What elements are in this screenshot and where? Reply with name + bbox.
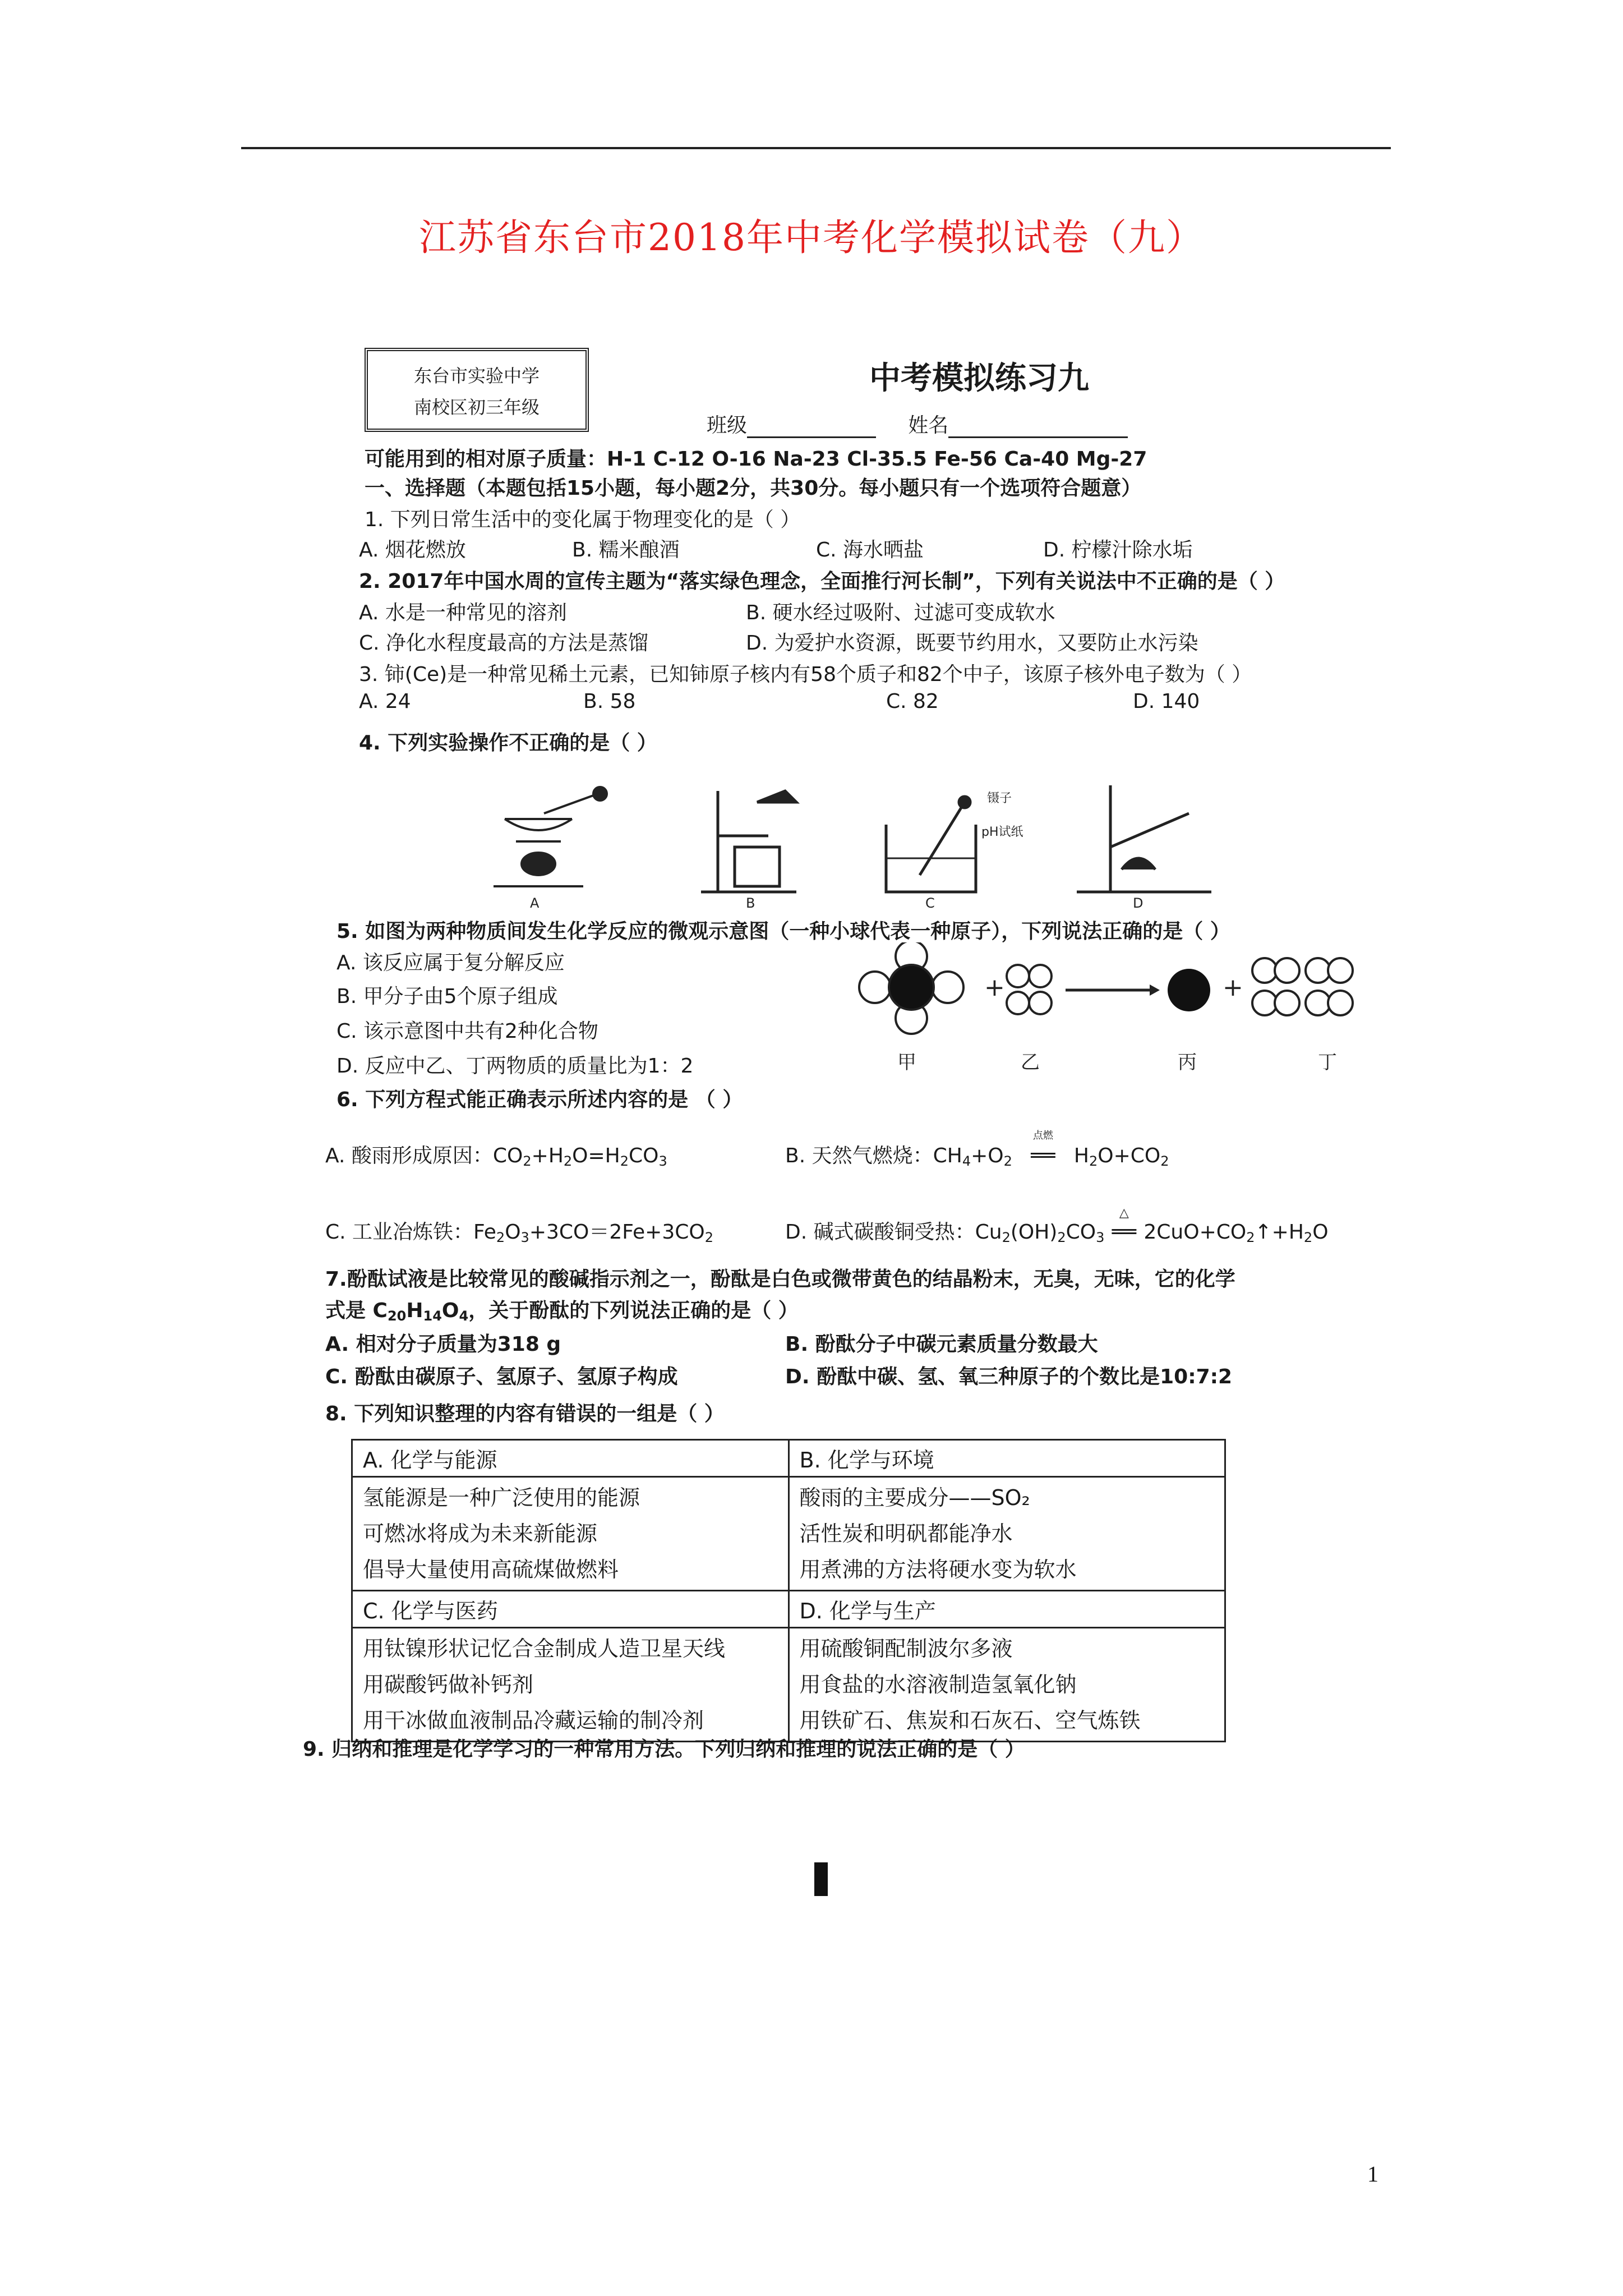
figure-d-label: D <box>1133 895 1144 909</box>
table-head-c: C. 化学与医药 <box>352 1591 789 1628</box>
q1-option-d: D. 柠檬汁除水垢 <box>1043 539 1193 562</box>
q7-stem-line1: 7.酚酞试液是比较常见的酸碱指示剂之一，酚酞是白色或微带黄色的结晶粉末，无臭，无味，它的化学 <box>325 1268 1235 1291</box>
label-jia: 甲 <box>897 1051 916 1074</box>
q6-option-d: D. 碱式碳酸铜受热：$Cu_2(OH)_2CO_3$ △ ══ $2CuO+CO_2↑+H_2O$ <box>785 1206 1329 1245</box>
figure-c-label: C <box>925 895 935 909</box>
q2-option-b: B. 硬水经过吸附、过滤可变成软水 <box>746 601 1055 624</box>
q2-stem: 2. 2017年中国水周的宣传主题为“落实绿色理念，全面推行河长制”，下列有关说法中不正确的是（ ） <box>359 570 1285 593</box>
label-bing: 丙 <box>1178 1051 1197 1074</box>
q6-d-condition: △ <box>1119 1206 1129 1220</box>
school-grade: 南校区初三年级 <box>413 397 540 418</box>
table-body-a: 氢能源是一种广泛使用的能源 可燃冰将成为未来新能源 倡导大量使用高硫煤做燃料 <box>352 1477 789 1591</box>
q3-option-c: C. 82 <box>886 690 939 713</box>
q2-option-d: D. 为爱护水资源，既要节约用水，又要防止水污染 <box>746 632 1198 655</box>
q6-option-b: B. 天然气燃烧：$CH_4+O_2$ 点燃 ══ $H_2O+CO_2$ <box>785 1140 1169 1169</box>
school-name: 东台市实验中学 <box>413 365 540 386</box>
figure-d-heating <box>1077 785 1211 892</box>
q3-option-a: A. 24 <box>359 690 411 713</box>
q2-option-c: C. 净化水程度最高的方法是蒸馏 <box>359 632 649 655</box>
section1-header: 一、选择题（本题包括15小题，每小题2分，共30分。每小题只有一个选项符合题意） <box>365 477 1142 500</box>
school-stamp-box <box>365 348 589 432</box>
q3-stem: 3. 铈(Ce)是一种常见稀土元素，已知铈原子核内有58个质子和82个中子，该原子核外电子数为（ ） <box>359 663 1252 686</box>
q6-b-condition: 点燃 <box>1032 1130 1053 1142</box>
q6-option-c-label: C. 工业冶炼铁： <box>325 1221 474 1244</box>
svg-text:+: + <box>1223 973 1243 1002</box>
scan-marker <box>814 1862 828 1896</box>
q5-stem: 5. 如图为两种物质间发生化学反应的微观示意图（一种小球代表一种原子），下列说法正确的是（ ） <box>336 920 1230 943</box>
name-label: 姓名 <box>908 414 949 437</box>
q1-option-c: C. 海水晒盐 <box>816 539 924 562</box>
q7-option-a: A. 相对分子质量为318 g <box>325 1333 561 1356</box>
q5-reaction-diagram <box>852 942 1413 1083</box>
q5-option-d: D. 反应中乙、丁两物质的质量比为1：2 <box>336 1055 694 1078</box>
q6-option-c: C. 工业冶炼铁：$Fe_2O_3+3CO=2Fe+3CO_2$ <box>325 1221 713 1245</box>
q5-option-c: C. 该示意图中共有2种化合物 <box>336 1020 598 1043</box>
table-body-b: 酸雨的主要成分——SO₂ 活性炭和明矾都能净水 用煮沸的方法将硬水变为软水 <box>789 1477 1225 1591</box>
svg-text:+: + <box>984 973 1005 1002</box>
figure-c-label-tweezers: 镊子 <box>987 792 1012 806</box>
q3-option-d: D. 140 <box>1133 690 1200 713</box>
table-head-a: A. 化学与能源 <box>352 1440 789 1477</box>
document-title: 江苏省东台市2018年中考化学模拟试卷（九） <box>419 216 1204 259</box>
figure-b-label: B <box>746 895 755 909</box>
q7-stem-line2: 式是 $C_{20}H_{14}O_4$，关于酚酞的下列说法正确的是（ ） <box>325 1299 799 1324</box>
q6-option-b-label: B. 天然气燃烧： <box>785 1144 933 1167</box>
q1-option-a: A. 烟花燃放 <box>359 539 466 562</box>
student-info-row <box>707 409 1128 438</box>
molecule-jia-h3 <box>932 972 963 1003</box>
table-head-d: D. 化学与生产 <box>789 1591 1225 1628</box>
molecule-jia-h2 <box>859 972 891 1003</box>
q6-option-a: A. 酸雨形成原因：$CO_2+H_2O=H_2CO_3$ <box>325 1144 667 1169</box>
figure-c-ph-test <box>886 797 976 892</box>
molecule-jia-center <box>889 965 934 1010</box>
molecules-ding <box>1252 958 1353 1015</box>
q8-stem: 8. 下列知识整理的内容有错误的一组是（ ） <box>325 1402 725 1425</box>
q6-option-a-label: A. 酸雨形成原因： <box>325 1144 493 1167</box>
atomic-masses: 可能用到的相对原子质量：H-1 C-12 O-16 Na-23 Cl-35.5 Fe-56 Ca-40 Mg-27 <box>365 448 1147 471</box>
label-ding: 丁 <box>1318 1051 1337 1074</box>
scanned-exam-page <box>303 325 1413 1784</box>
q1-stem: 1. 下列日常生活中的变化属于物理变化的是（ ） <box>365 508 801 531</box>
q7-option-c: C. 酚酞由碳原子、氢原子、氢原子构成 <box>325 1365 678 1388</box>
q7-option-d: D. 酚酞中碳、氢、氧三种原子的个数比是10:7:2 <box>785 1365 1233 1388</box>
q9-stem: 9. 归纳和推理是化学学习的一种常用方法。下列归纳和推理的说法正确的是（ ） <box>303 1738 1025 1761</box>
q6-option-d-label: D. 碱式碳酸铜受热： <box>785 1221 975 1244</box>
q4-stem: 4. 下列实验操作不正确的是（ ） <box>359 731 657 754</box>
table-head-b: B. 化学与环境 <box>789 1440 1225 1477</box>
page-number: 1 <box>1367 2161 1378 2187</box>
name-blank[interactable] <box>948 436 1128 438</box>
q6-stem: 6. 下列方程式能正确表示所述内容的是 （ ） <box>336 1088 743 1111</box>
q1-option-b: B. 糯米酿酒 <box>572 539 680 562</box>
table-body-d: 用硫酸铜配制波尔多液 用食盐的水溶液制造氢氧化钠 用铁矿石、焦炭和石灰石、空气炼铁 <box>789 1628 1225 1742</box>
figure-b-filtration <box>701 791 796 892</box>
class-label: 班级 <box>707 414 748 437</box>
figure-a-evaporation <box>494 787 607 886</box>
q4-apparatus-figures <box>482 780 1267 909</box>
table-body-c: 用钛镍形状记忆合金制成人造卫星天线 用碳酸钙做补钙剂 用干冰做血液制品冷藏运输的制冷剂 <box>352 1628 789 1742</box>
label-yi: 乙 <box>1021 1051 1040 1074</box>
header-rule <box>241 147 1391 149</box>
q5-option-b: B. 甲分子由5个原子组成 <box>336 985 558 1008</box>
q2-option-a: A. 水是一种常见的溶剂 <box>359 601 567 624</box>
figure-c-label-ph-paper: pH试纸 <box>981 825 1023 839</box>
paper-title: 中考模拟练习九 <box>869 360 1089 397</box>
figure-a-label: A <box>530 895 540 909</box>
q7-option-b: B. 酚酞分子中碳元素质量分数最大 <box>785 1333 1098 1356</box>
molecule-bing <box>1168 969 1210 1011</box>
q5-option-a: A. 该反应属于复分解反应 <box>336 951 565 974</box>
q8-knowledge-table <box>351 1439 1226 1742</box>
q3-option-b: B. 58 <box>583 690 636 713</box>
class-blank[interactable] <box>747 436 876 438</box>
